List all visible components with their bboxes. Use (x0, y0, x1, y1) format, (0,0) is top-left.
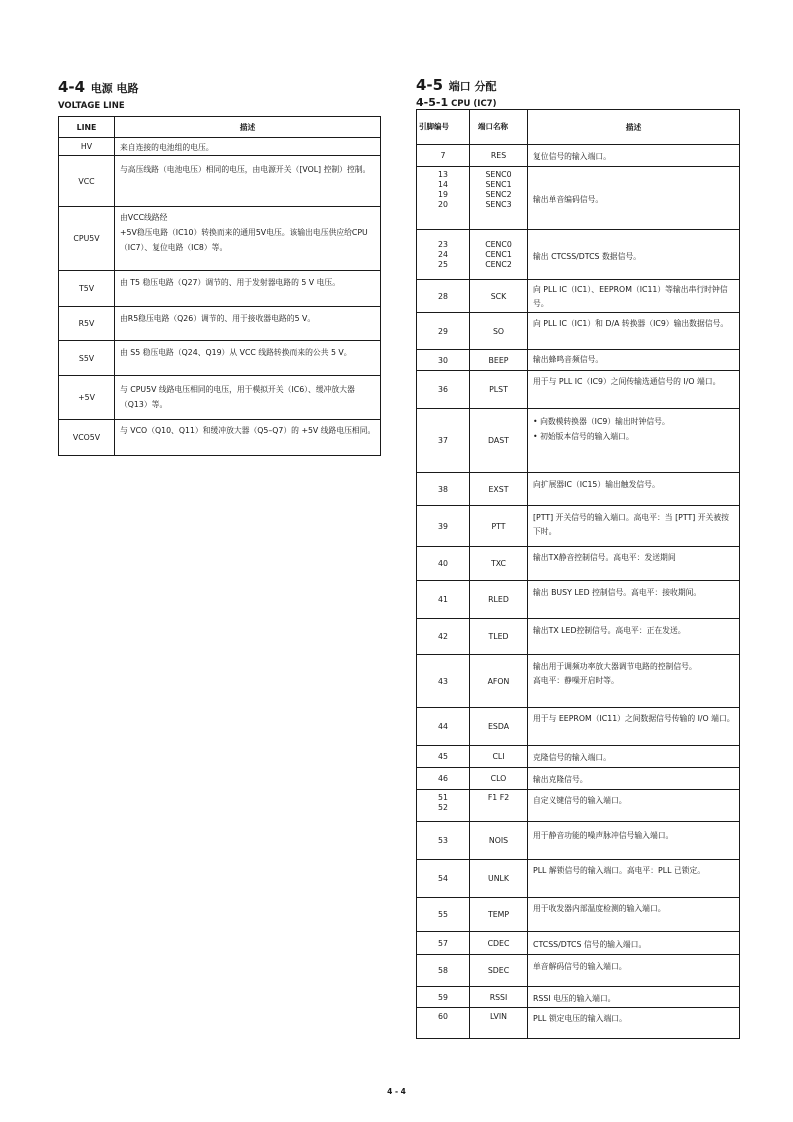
table-row (417, 371, 740, 409)
port-name: UNLK (470, 860, 528, 898)
port-name: CDEC (470, 932, 528, 955)
section-4-4-title (58, 77, 139, 96)
table-row (59, 156, 381, 207)
line-name: T5V (59, 271, 115, 307)
port-name: SDEC (470, 955, 528, 987)
port-description: PLL 解锁信号的输入端口。高电平：PLL 已锁定。 (528, 860, 740, 898)
pin-number: 23 24 25 (417, 230, 470, 280)
port-description: RSSI 电压的输入端口。 (528, 987, 740, 1008)
column-header-pin: 引脚编号 (417, 110, 470, 145)
port-name: RSSI (470, 987, 528, 1008)
pin-number: 41 (417, 581, 470, 619)
port-description: 输出用于调频功率放大器调节电路的控制信号。 高电平：静噪开启时等。 (528, 655, 740, 708)
line-description: 与 CPU5V 线路电压相同的电压，用于模拟开关（IC6）、缓冲放大器（Q13）等。 (115, 376, 381, 420)
table-row (417, 280, 740, 313)
pin-number: 42 (417, 619, 470, 655)
cpu-subheading (416, 96, 496, 109)
table-row (417, 822, 740, 860)
table-row (417, 898, 740, 932)
port-name: SO (470, 313, 528, 350)
port-name: CLO (470, 768, 528, 790)
table-row (59, 138, 381, 156)
port-description: PLL 锁定电压的输入端口。 (528, 1008, 740, 1039)
port-description: 输出单音编码信号。 (528, 167, 740, 230)
pin-number: 36 (417, 371, 470, 409)
table-row (417, 547, 740, 581)
port-description: 用于与 EEPROM（IC11）之间数据信号传输的 I/O 端口。 (528, 708, 740, 746)
pin-number: 55 (417, 898, 470, 932)
line-name: VCO5V (59, 420, 115, 456)
port-description: [PTT] 开关信号的输入端口。高电平：当 [PTT] 开关被按下时。 (528, 506, 740, 547)
port-description: 向 PLL IC（IC1）、EEPROM（IC11）等输出串行时钟信号。 (528, 280, 740, 313)
section-number: 4-4 (58, 78, 86, 96)
table-row (417, 860, 740, 898)
cpu-port-table (416, 109, 740, 1039)
port-description: 复位信号的输入端口。 (528, 145, 740, 167)
column-header-description: 描述 (115, 117, 381, 138)
port-name: DAST (470, 409, 528, 473)
port-description: 自定义键信号的输入端口。 (528, 790, 740, 822)
table-row (59, 271, 381, 307)
port-name: CENC0 CENC1 CENC2 (470, 230, 528, 280)
section-heading-text: 端口 分配 (448, 80, 497, 93)
pin-number: 7 (417, 145, 470, 167)
table-row (417, 409, 740, 473)
table-row (417, 581, 740, 619)
port-description: 用于与 PLL IC（IC9）之间传输选通信号的 I/O 端口。 (528, 371, 740, 409)
pin-number: 30 (417, 350, 470, 371)
pin-number: 13 14 19 20 (417, 167, 470, 230)
port-description: 向 PLL IC（IC1）和 D/A 转换器（IC9）输出数据信号。 (528, 313, 740, 350)
table-row (59, 341, 381, 376)
pin-number: 57 (417, 932, 470, 955)
voltage-line-table (58, 116, 381, 456)
port-name: LVIN (470, 1008, 528, 1039)
port-name: PLST (470, 371, 528, 409)
table-row (417, 1008, 740, 1039)
table-row (59, 207, 381, 271)
table-row (417, 655, 740, 708)
pin-number: 45 (417, 746, 470, 768)
line-description: 由 T5 稳压电路（Q27）调节的、用于发射器电路的 5 V 电压。 (115, 271, 381, 307)
table-row (417, 708, 740, 746)
port-name: RLED (470, 581, 528, 619)
line-name: VCC (59, 156, 115, 207)
pin-number: 28 (417, 280, 470, 313)
port-description: 用于收发器内部温度检测的输入端口。 (528, 898, 740, 932)
table-row (417, 313, 740, 350)
table-row (417, 506, 740, 547)
column-header-line: LINE (59, 117, 115, 138)
port-description: 单音解码信号的输入端口。 (528, 955, 740, 987)
subsection-text: CPU (IC7) (451, 99, 497, 109)
port-name: TXC (470, 547, 528, 581)
voltage-line-subheading: VOLTAGE LINE (58, 101, 125, 111)
table-row (417, 768, 740, 790)
pin-number: 37 (417, 409, 470, 473)
column-header-port-name: 端口名称 (470, 110, 528, 145)
table-row (417, 932, 740, 955)
pin-number: 58 (417, 955, 470, 987)
column-header-description: 描述 (528, 110, 740, 145)
port-description: 输出TX LED控制信号。高电平：正在发送。 (528, 619, 740, 655)
port-name: RES (470, 145, 528, 167)
port-description: CTCSS/DTCS 信号的输入端口。 (528, 932, 740, 955)
table-row (417, 987, 740, 1008)
pin-number: 38 (417, 473, 470, 506)
line-description: 与高压线路（电池电压）相同的电压，由电源开关（[VOL] 控制）控制。 (115, 156, 381, 207)
table-header-row (417, 110, 740, 145)
pin-number: 53 (417, 822, 470, 860)
table-row (417, 746, 740, 768)
port-name: F1 F2 (470, 790, 528, 822)
pin-number: 46 (417, 768, 470, 790)
port-name: SENC0 SENC1 SENC2 SENC3 (470, 167, 528, 230)
port-name: TEMP (470, 898, 528, 932)
page-number: 4 - 4 (387, 1087, 406, 1096)
table-row (417, 955, 740, 987)
pin-number: 43 (417, 655, 470, 708)
table-row (59, 420, 381, 456)
pin-number: 59 (417, 987, 470, 1008)
table-row (417, 145, 740, 167)
line-description: 由 S5 稳压电路（Q24、Q19）从 VCC 线路转换而来的公共 5 V。 (115, 341, 381, 376)
port-name: ESDA (470, 708, 528, 746)
line-name: HV (59, 138, 115, 156)
pin-number: 60 (417, 1008, 470, 1039)
port-name: EXST (470, 473, 528, 506)
port-description: 输出蜂鸣音频信号。 (528, 350, 740, 371)
line-name: S5V (59, 341, 115, 376)
port-name: AFON (470, 655, 528, 708)
pin-number: 44 (417, 708, 470, 746)
table-row (417, 167, 740, 230)
line-name: +5V (59, 376, 115, 420)
table-row (417, 790, 740, 822)
table-header-row (59, 117, 381, 138)
line-description: 与 VCO（Q10、Q11）和缓冲放大器（Q5–Q7）的 +5V 线路电压相同。 (115, 420, 381, 456)
port-description: • 向数模转换器（IC9）输出时钟信号。 • 初始版本信号的输入端口。 (528, 409, 740, 473)
pin-number: 54 (417, 860, 470, 898)
port-description: 输出 BUSY LED 控制信号。高电平：接收期间。 (528, 581, 740, 619)
port-name: SCK (470, 280, 528, 313)
line-description: 由R5稳压电路（Q26）调节的、用于接收器电路的5 V。 (115, 307, 381, 341)
pin-number: 51 52 (417, 790, 470, 822)
pin-number: 39 (417, 506, 470, 547)
port-name: NOIS (470, 822, 528, 860)
line-name: R5V (59, 307, 115, 341)
line-name: CPU5V (59, 207, 115, 271)
table-row (417, 230, 740, 280)
port-description: 向扩展器IC（IC15）输出触发信号。 (528, 473, 740, 506)
port-name: TLED (470, 619, 528, 655)
subsection-number: 4-5-1 (416, 96, 449, 109)
section-heading-text: 电源 电路 (90, 82, 139, 95)
table-row (59, 307, 381, 341)
section-4-5-title (416, 75, 497, 94)
table-row (417, 350, 740, 371)
line-description: 来自连接的电池组的电压。 (115, 138, 381, 156)
port-description: 输出TX静音控制信号。高电平：发送期间 (528, 547, 740, 581)
port-description: 克隆信号的输入端口。 (528, 746, 740, 768)
line-description: 由VCC线路经 +5V稳压电路（IC10）转换而来的通用5V电压。该输出电压供应给CPU（IC7）、复位电路（IC8）等。 (115, 207, 381, 271)
table-row (59, 376, 381, 420)
table-row (417, 473, 740, 506)
port-description: 用于静音功能的噪声脉冲信号输入端口。 (528, 822, 740, 860)
port-description: 输出 CTCSS/DTCS 数据信号。 (528, 230, 740, 280)
table-row (417, 619, 740, 655)
port-description: 输出克隆信号。 (528, 768, 740, 790)
pin-number: 40 (417, 547, 470, 581)
port-name: CLI (470, 746, 528, 768)
section-number: 4-5 (416, 76, 444, 94)
port-name: PTT (470, 506, 528, 547)
port-name: BEEP (470, 350, 528, 371)
pin-number: 29 (417, 313, 470, 350)
